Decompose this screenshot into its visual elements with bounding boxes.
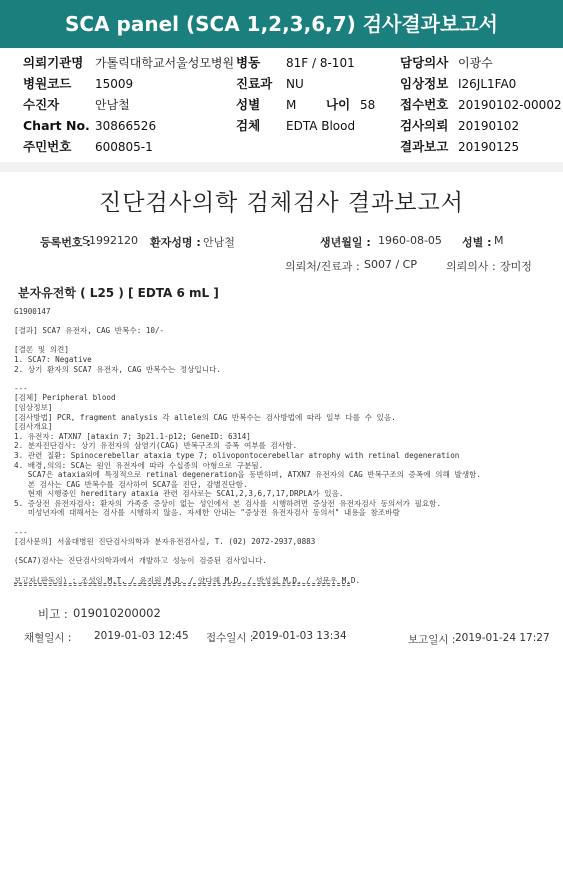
patient-name-label: 환자성명 : [150, 236, 201, 249]
result-line [14, 518, 481, 528]
report-datetime-label: 보고일시 : [408, 634, 456, 646]
info-row-4 [0, 116, 563, 136]
result-line [14, 317, 481, 327]
signature-rule-bottom [14, 585, 350, 586]
test-request-value: 20190102 [458, 119, 520, 133]
department-value: NU [286, 77, 304, 91]
separator-band [0, 162, 563, 172]
department-label: 진료과 [236, 76, 273, 91]
resident-no-value: 600805-1 [95, 140, 153, 154]
result-report-value: 20190125 [458, 140, 520, 154]
result-line: --- [14, 383, 28, 393]
result-line: [결론 및 의견] [14, 345, 69, 355]
collection-datetime-value: 2019-01-03 12:45 [94, 630, 189, 642]
chart-no-value: 30866526 [95, 119, 157, 133]
sex-label: 성별 [236, 97, 261, 112]
result-line [14, 336, 481, 346]
result-line: --- [14, 527, 28, 537]
birthdate-label: 생년월일 : [320, 236, 371, 249]
scanned-report-document [0, 172, 563, 881]
result-line: [검사문의] 서울대병원 진단검사의학과 분자유전검사실, T. (02) 2072-2937,0883 [14, 537, 316, 547]
referral-dept-label: 의뢰처/진료과 : [285, 260, 360, 273]
result-line: 미성년자에 대해서는 검사를 시행하지 않음. 자세한 안내는 "증상전 유전자검사 동의서" 내용을 참조바람 [14, 508, 400, 518]
result-line: 2. 상기 환자의 SCA7 유전자, CAG 반복수는 정상입니다. [14, 364, 221, 374]
note-label: 비고 : [38, 607, 68, 621]
physician-value: 이광수 [458, 56, 493, 70]
result-report-label: 결과보고 [400, 139, 449, 154]
info-row-3 [0, 95, 563, 115]
result-line: 5. 증상전 유전자검사: 환자의 가족중 증상이 없는 성인에서 본 검사를 시행하려면 증상전 유전자검사 동의서가 필요함. [14, 498, 442, 508]
result-line: 본 검사는 CAG 반복수를 검사하여 SCA7을 진단, 감별진단함. [14, 479, 248, 489]
clinical-info-value: I26JL1FA0 [458, 77, 517, 91]
test-section-title: 분자유전학 ( L25 ) [ EDTA 6 mL ] [18, 286, 219, 300]
doc-sex-value: M [494, 234, 504, 247]
result-text-block [14, 307, 481, 585]
registration-no-value: S1992120 [82, 234, 138, 247]
collection-datetime-label: 채혈일시 : [24, 632, 72, 644]
age-value: 58 [360, 98, 376, 112]
resident-no-label: 주민번호 [23, 139, 72, 154]
patient-name-value: 안남철 [203, 236, 235, 249]
birthdate-value: 1960-08-05 [378, 234, 442, 247]
receipt-datetime-value: 2019-01-03 13:34 [252, 630, 347, 642]
result-line: 보고자(판독의) : 조성임 M.T. / 윤지원 M.D. / 양다해 M.D. / 박성섭 M.D. / 성문우 M.D. [14, 575, 361, 585]
result-line: 현재 시행중인 hereditary ataxia 관련 검사로는 SCA1,2,3,6,7,17,DRPLA가 있음. [14, 489, 344, 499]
clinical-info-label: 임상정보 [400, 76, 449, 91]
specimen-value: EDTA Blood [286, 119, 356, 133]
result-line: [검사방법] PCR, fragment analysis 각 allele의 CAG 반복수는 검사방법에 따라 일부 다를 수 있음. [14, 412, 396, 422]
referring-institution-label: 의뢰기관명 [23, 55, 84, 70]
receipt-datetime-label: 접수일시 : [206, 632, 254, 644]
ward-label: 병동 [236, 55, 261, 70]
result-line: 1. 유전자: ATXN7 [ataxin 7; 3p21.1-p12; GeneID: 6314] [14, 431, 251, 441]
patient-value: 안남철 [95, 98, 130, 112]
note-value: 019010200002 [73, 606, 161, 620]
ward-value: 81F / 8-101 [286, 56, 355, 70]
referral-doctor-value: 장미정 [500, 260, 532, 273]
physician-label: 담당의사 [400, 55, 449, 70]
hospital-code-label: 병원코드 [23, 76, 72, 91]
accession-value: 20190102-00002 [458, 98, 562, 112]
result-line: [임상정보] [14, 402, 53, 412]
result-line [14, 566, 481, 576]
result-line: 3. 관련 질환: Spinocerebellar ataxia type 7; olivopontocerebellar atrophy with retinal degeneration [14, 450, 460, 460]
registration-no-label: 등록번호 : [40, 236, 91, 249]
age-label: 나이 [326, 97, 351, 112]
test-request-label: 검사의뢰 [400, 118, 449, 133]
doc-sex-label: 성별 : [462, 236, 492, 249]
hospital-code-value: 15009 [95, 77, 134, 91]
referral-doctor-label: 의뢰의사 : [446, 260, 496, 273]
patient-info-panel [0, 50, 563, 160]
signature-rule-top [14, 583, 350, 584]
info-row-2 [0, 74, 563, 94]
document-title: 진단검사의학 검체검사 결과보고서 [99, 190, 464, 216]
info-row-5 [0, 137, 563, 157]
info-row-1 [0, 53, 563, 73]
result-line [14, 547, 481, 557]
result-line: G1900147 [14, 307, 51, 316]
referring-institution-value: 가톨릭대학교서울성모병원 [95, 56, 235, 70]
result-line: [검체] Peripheral blood [14, 393, 116, 403]
result-line: [결과] SCA7 유전자, CAG 반복수: 10/- [14, 326, 165, 336]
result-line: [검사개요] [14, 422, 53, 432]
result-line [14, 374, 481, 384]
report-title-bar [0, 0, 563, 48]
result-line: 2. 분자진단검사: 상기 유전자의 삼염기(CAG) 반복구조의 증폭 여부를 검사함. [14, 441, 298, 451]
chart-no-label: Chart No. [23, 118, 90, 133]
accession-label: 접수번호 [400, 97, 449, 112]
sex-value: M [286, 98, 297, 112]
result-line: 4. 배경,의의: SCA는 원인 유전자에 따라 수십종의 아형으로 구분됨. [14, 460, 264, 470]
result-line: (SCA7)검사는 진단검사의학과에서 개발하고 성능이 검증된 검사입니다. [14, 556, 267, 566]
referral-dept-value: S007 / CP [364, 258, 417, 271]
result-line: 1. SCA7: Negative [14, 354, 92, 364]
patient-label: 수진자 [23, 97, 60, 112]
report-datetime-value: 2019-01-24 17:27 [455, 632, 550, 644]
report-title: SCA panel (SCA 1,2,3,6,7) 검사결과보고서 [65, 12, 498, 36]
result-line: SCA7은 ataxia외에 특징적으로 retinal degeneration을 동반하며, ATXN7 유전자의 CAG 반복구조의 증폭에 의해 발생함. [14, 470, 481, 480]
specimen-label: 검체 [236, 118, 261, 133]
